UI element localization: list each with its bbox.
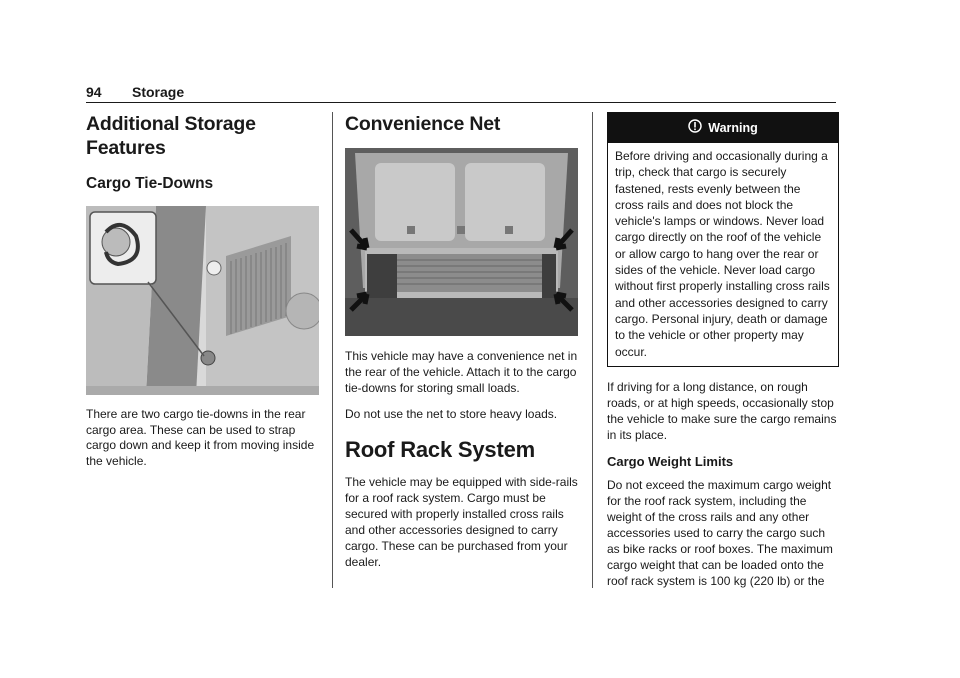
convenience-net-illustration: [345, 148, 578, 336]
roof-rack-text: The vehicle may be equipped with side-rails for a roof rack system. Cargo must be secured with properly installed cross rails and other accessories designed to carry cargo. These can be purchased from your dealer.: [345, 475, 578, 569]
cargo-tie-down-illustration: [86, 206, 319, 395]
section-title: Storage: [132, 84, 185, 100]
column-right: [607, 112, 839, 599]
column-left: [86, 112, 322, 469]
section-heading: Cargo Tie-Downs: [86, 175, 214, 192]
page-title: Additional Storage Features: [86, 113, 256, 159]
warning-header: [608, 113, 838, 143]
cargo-weight-heading: Cargo Weight Limits: [607, 453, 734, 469]
warning-icon: [688, 119, 702, 137]
cargo-weight-text: Do not exceed the maximum cargo weight for the roof rack system, including the weight of the cross rails and any other accessories used to carry the cargo such as bike racks or roof boxes. The maximum cargo weight that can be loaded onto the roof rack system is 100 kg (220 lb) or the: [607, 477, 833, 588]
convenience-net-heading: Convenience Net: [345, 113, 501, 135]
roof-rack-heading: Roof Rack System: [345, 437, 535, 462]
long-drive-text: If driving for a long distance, on rough roads, or at high speeds, occasionally stop the vehicle to make sure the cargo remains in its place.: [607, 379, 837, 442]
column-middle: [345, 112, 581, 580]
convenience-net-text: This vehicle may have a convenience net in the rear of the vehicle. Attach it to the cargo tie-downs for storing small loads.: [345, 349, 578, 395]
warning-text: Before driving and occasionally during a trip, check that cargo is securely fastened, rests evenly between the cross rails and does not block the vehicle's lamps or windows. Never load cargo directly on the roof of the vehicle or allow cargo to hang over the rear or sides of the vehicle. Never load cargo without first properly installing cross rails and other accessories designed to carry cargo. Personal injury, death or damage to the vehicle or other property may occur.: [615, 149, 830, 359]
tie-downs-description: There are two cargo tie-downs in the rear cargo area. These can be used to strap cargo down and keep it from moving inside the vehicle.: [86, 407, 315, 468]
warning-title: Warning: [708, 121, 758, 135]
header-rule: [86, 102, 836, 103]
column-separator: [592, 112, 593, 588]
warning-box: [607, 112, 839, 367]
page-number: 94: [86, 84, 102, 100]
convenience-net-note: Do not use the net to store heavy loads.: [345, 407, 558, 421]
page-header: [86, 84, 836, 104]
column-separator: [332, 112, 333, 588]
